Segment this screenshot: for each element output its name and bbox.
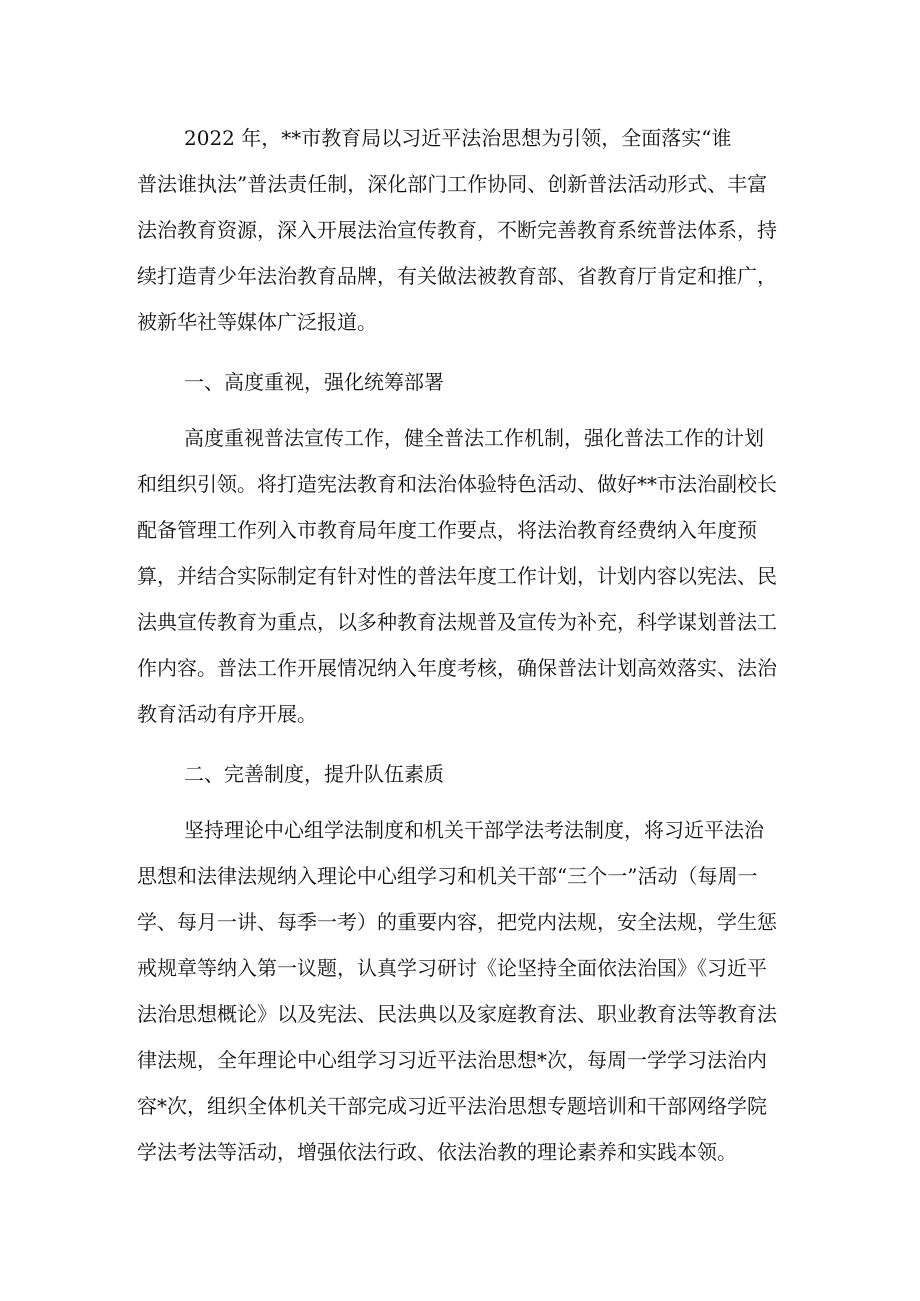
section-1-line-1: 高度重视普法宣传工作，健全普法工作机制，强化普法工作的计划 <box>184 426 764 450</box>
intro-line-4: 续打造青少年法治教育品牌，有关做法被教育部、省教育厅肯定和推广， <box>137 264 777 288</box>
section-2-line-4: 戒规章等纳入第一议题，认真学习研讨《论坚持全面依法治国》《习近平 <box>137 956 767 980</box>
section-2-line-6: 律法规，全年理论中心组学习习近平法治思想*次，每周一学学习法治内 <box>137 1048 767 1072</box>
section-2-heading: 二、完善制度，提升队伍素质 <box>184 762 444 786</box>
section-1-heading: 一、高度重视，强化统筹部署 <box>184 370 444 394</box>
section-1-line-3: 配备管理工作列入市教育局年度工作要点，将法治教育经费纳入年度预 <box>137 518 757 542</box>
section-2-line-7: 容*次，组织全体机关干部完成习近平法治思想专题培训和干部网络学院 <box>137 1094 767 1118</box>
section-2-line-8: 学法考法等活动，增强依法行政、依法治教的理论素养和实践本领。 <box>137 1140 737 1164</box>
section-2-line-3: 学、每月一讲、每季一考）的重要内容，把党内法规，安全法规，学生惩 <box>137 910 777 934</box>
intro-line-1: 2022 年，**市教育局以习近平法治思想为引领，全面落实“谁 <box>184 126 732 150</box>
section-2-line-5: 法治思想概论》以及宪法、民法典以及家庭教育法、职业教育法等教育法 <box>137 1002 777 1026</box>
section-2-line-2: 思想和法律法规纳入理论中心组学习和机关干部“三个一”活动（每周一 <box>137 864 758 888</box>
section-1-line-2: 和组织引领。将打造宪法教育和法治体验特色活动、做好**市法治副校长 <box>137 472 777 496</box>
section-1-line-5: 法典宣传教育为重点，以多种教育法规普及宣传为补充，科学谋划普法工 <box>137 610 777 634</box>
section-1-line-7: 教育活动有序开展。 <box>137 702 317 726</box>
section-2-line-1: 坚持理论中心组学法制度和机关干部学法考法制度，将习近平法治 <box>184 818 764 842</box>
intro-line-2: 普法谁执法”普法责任制，深化部门工作协同、创新普法活动形式、丰富 <box>137 172 768 196</box>
intro-line-5: 被新华社等媒体广泛报道。 <box>137 310 377 334</box>
intro-line-3: 法治教育资源，深入开展法治宣传教育，不断完善教育系统普法体系，持 <box>137 218 777 242</box>
section-1-line-6: 作内容。普法工作开展情况纳入年度考核，确保普法计划高效落实、法治 <box>137 656 777 680</box>
section-1-line-4: 算，并结合实际制定有针对性的普法年度工作计划，计划内容以宪法、民 <box>137 564 777 588</box>
